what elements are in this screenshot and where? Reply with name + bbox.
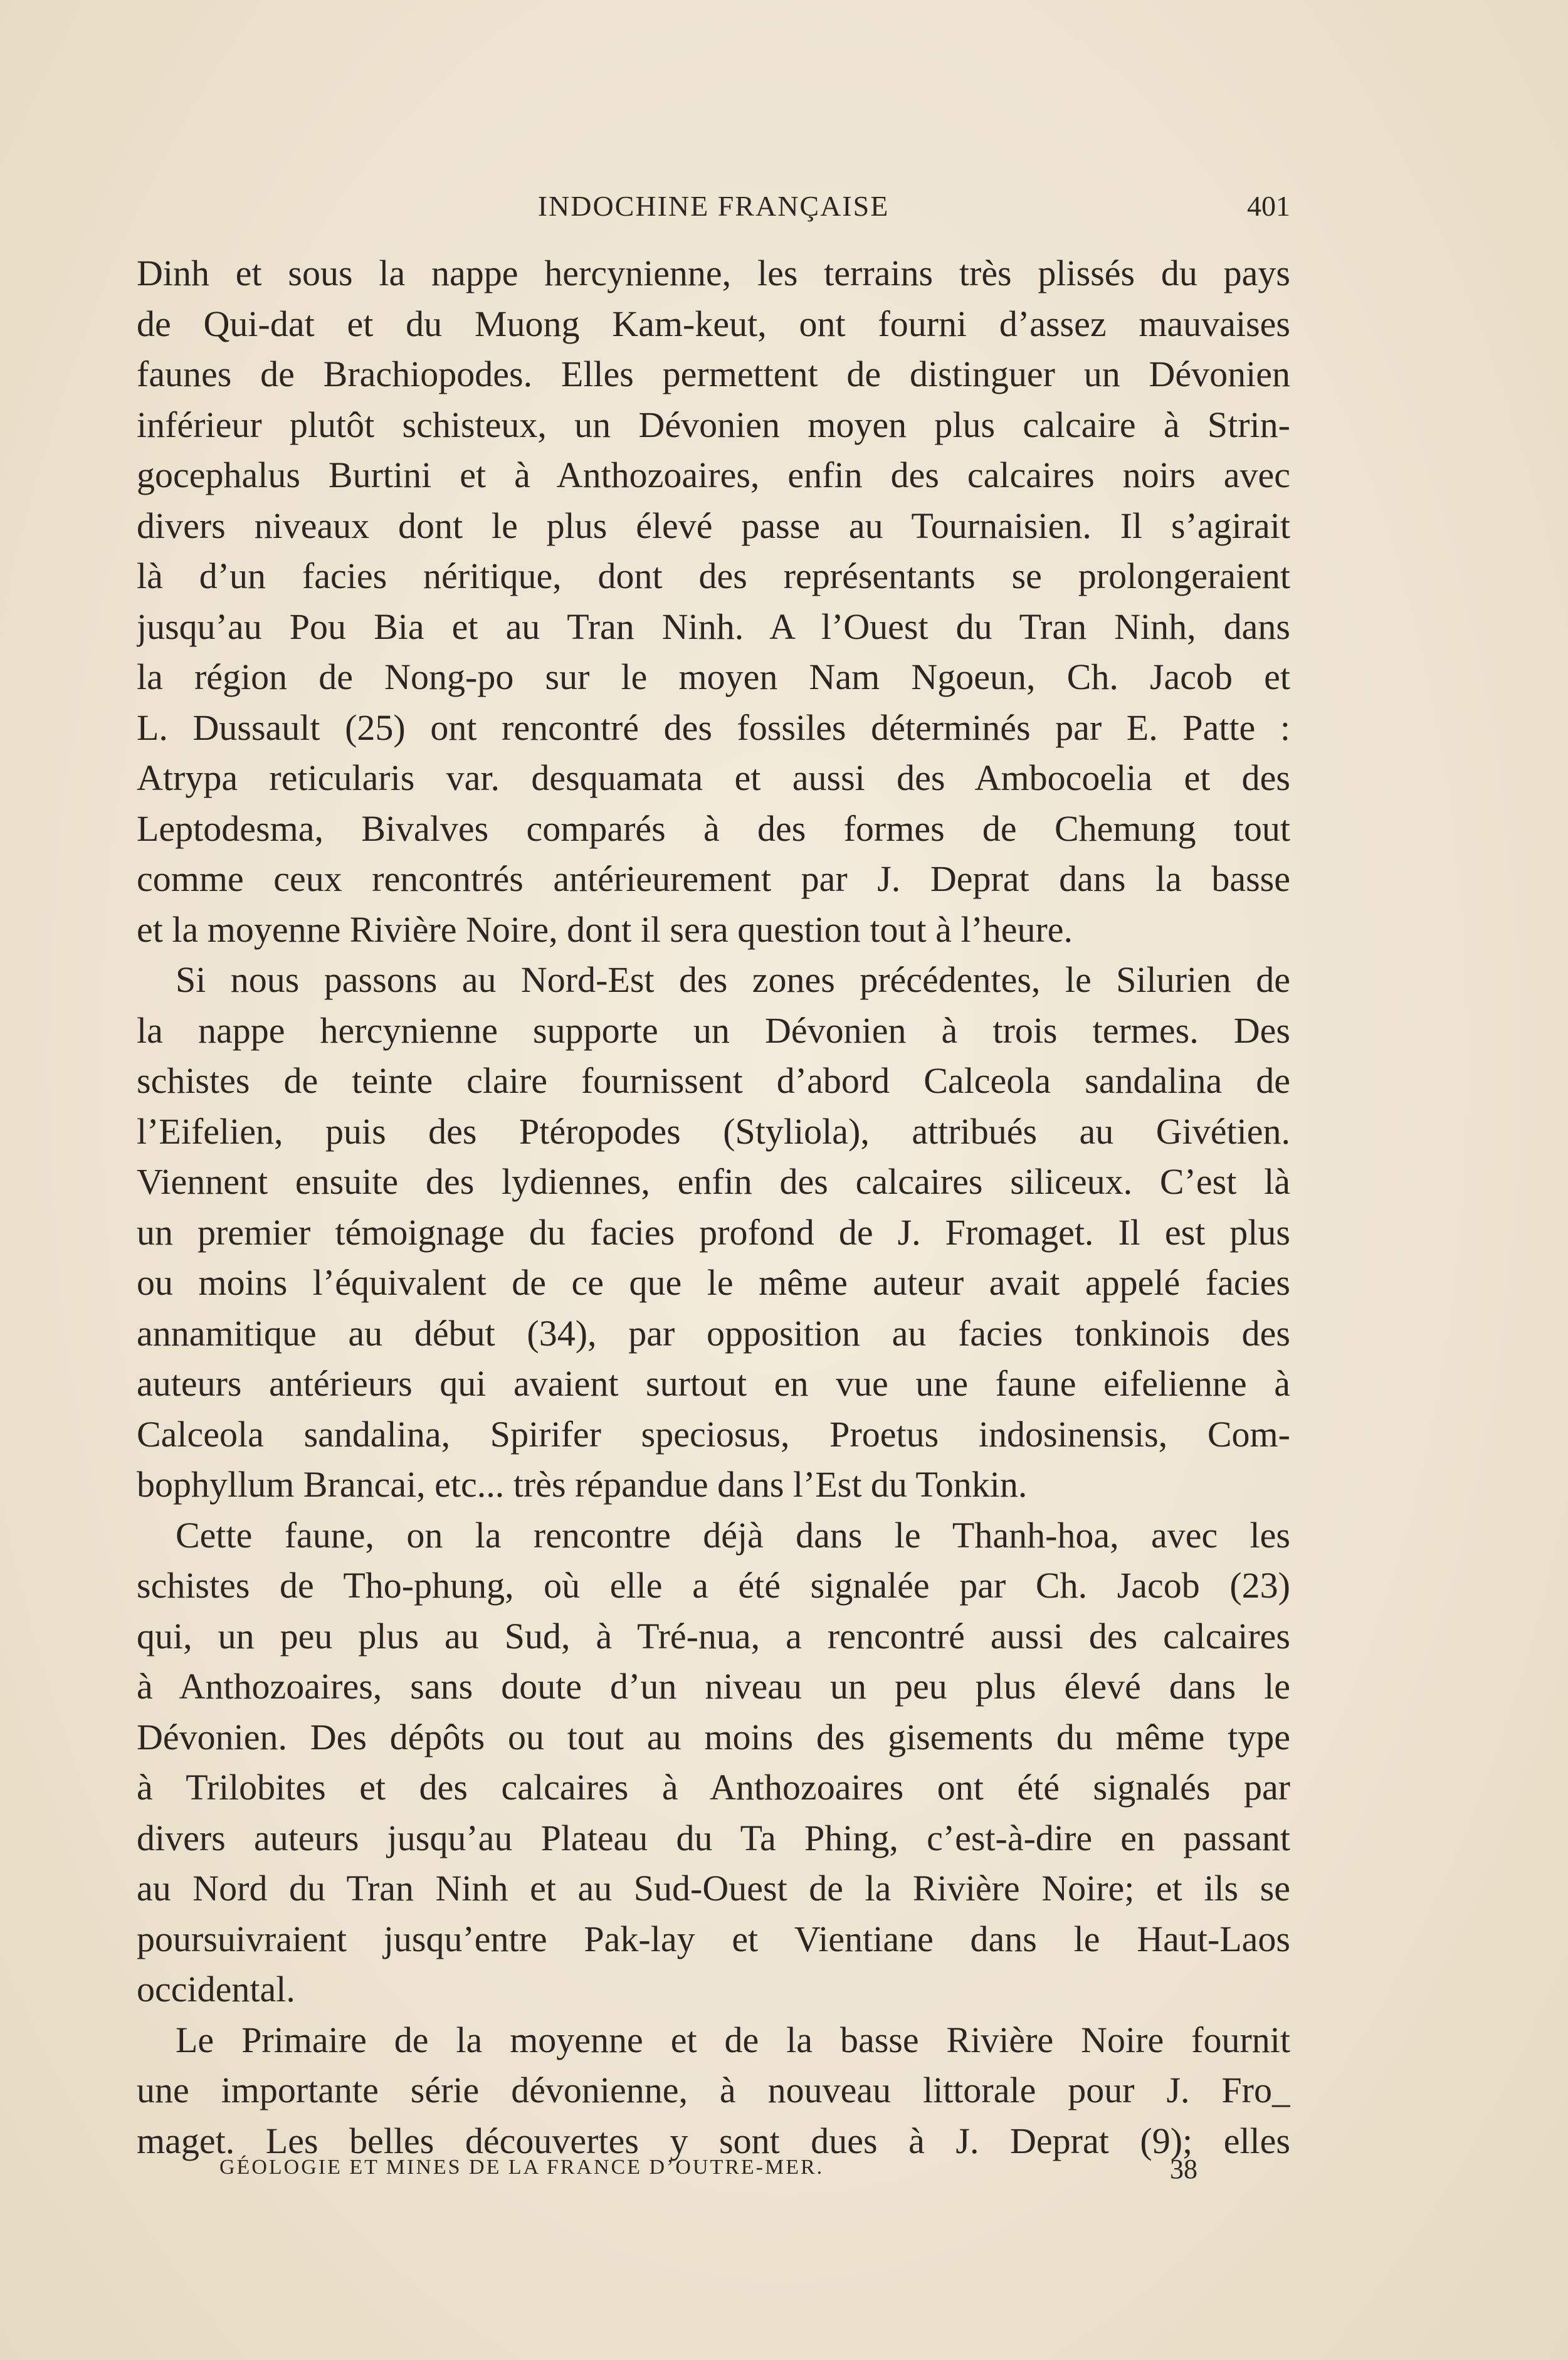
running-head-title: INDOCHINE FRANÇAISE [537,190,890,222]
text-line: faunes de Brachiopodes. Elles permettent de distinguer un Dévonien [137,354,1290,394]
text-line: occidental. [137,1969,295,2010]
text-line: jusqu’au Pou Bia et au Tran Ninh. A l’Ouest du Tran Ninh, dans [137,606,1290,647]
text-line: Atrypa reticularis var. desquamata et aussi des Ambocoelia et des [137,757,1290,798]
text-line: schistes de Tho-phung, où elle a été signalée par Ch. Jacob (23) [137,1565,1290,1606]
text-line: qui, un peu plus au Sud, à Tré-nua, a rencontré aussi des calcaires [137,1615,1290,1657]
text-line: Le Primaire de la moyenne et de la basse Rivière Noire fournit [176,2019,1290,2060]
text-line: inférieur plutôt schisteux, un Dévonien moyen plus calcaire à Strin- [137,404,1290,445]
text-line: maget. Les belles découvertes y sont dues à J. Deprat (9); elles [137,2120,1290,2161]
text-line: Calceola sandalina, Spirifer speciosus, Proetus indosinensis, Com- [137,1413,1290,1455]
text-line: bophyllum Brancai, etc... très répandue dans l’Est du Tonkin. [137,1464,1028,1505]
text-line: comme ceux rencontrés antérieurement par J. Deprat dans la basse [137,858,1290,899]
text-line: un premier témoignage du facies profond de J. Fromaget. Il est plus [137,1211,1290,1253]
text-line: à Trilobites et des calcaires à Anthozoaires ont été signalés par [137,1767,1290,1808]
text-line: de Qui-dat et du Muong Kam-keut, ont fourni d’assez mauvaises [137,303,1290,344]
body-text [137,248,1290,2166]
text-line: schistes de teinte claire fournissent d’abord Calceola sandalina de [137,1060,1290,1101]
text-line: Dinh et sous la nappe hercynienne, les terrains très plissés du pays [137,253,1290,293]
text-line: Si nous passons au Nord-Est des zones précédentes, le Silurien de [176,959,1290,1000]
text-line: ou moins l’équivalent de ce que le même auteur avait appelé facies [137,1262,1290,1303]
text-line: auteurs antérieurs qui avaient surtout en vue une faune eifelienne à [137,1363,1290,1404]
page-footer [219,2156,1197,2193]
text-line: Dévonien. Des dépôts ou tout au moins des gisements du même type [137,1716,1290,1757]
text-line: et la moyenne Rivière Noire, dont il sera question tout à l’heure. [137,909,1073,950]
running-head [137,187,1290,231]
page-number: 401 [1247,190,1290,222]
footer-title: GÉOLOGIE ET MINES DE LA FRANCE D’OUTRE-MER. [219,2156,824,2179]
text-line: poursuivraient jusqu’entre Pak-lay et Vientiane dans le Haut-Laos [137,1918,1290,1959]
text-line: L. Dussault (25) ont rencontré des fossiles déterminés par E. Patte : [137,707,1290,748]
text-line: Viennent ensuite des lydiennes, enfin des calcaires siliceux. C’est là [137,1161,1290,1202]
text-line: la région de Nong-po sur le moyen Nam Ngoeun, Ch. Jacob et [137,656,1290,697]
text-line: gocephalus Burtini et à Anthozoaires, enfin des calcaires noirs avec [137,455,1290,495]
text-line: Cette faune, on la rencontre déjà dans le Thanh-hoa, avec les [176,1514,1290,1556]
text-line: divers niveaux dont le plus élevé passe au Tournaisien. Il s’agirait [137,505,1290,546]
text-line: une importante série dévonienne, à nouveau littorale pour J. Fro_ [137,2070,1290,2110]
signature-number: 38 [1170,2154,1197,2184]
text-line: au Nord du Tran Ninh et au Sud-Ouest de la Rivière Noire; et ils se [137,1868,1290,1909]
text-line: à Anthozoaires, sans doute d’un niveau un peu plus élevé dans le [137,1666,1290,1707]
text-line: là d’un facies néritique, dont des représentants se prolongeraient [137,556,1290,596]
text-line: divers auteurs jusqu’au Plateau du Ta Phing, c’est-à-dire en passant [137,1817,1290,1858]
text-line: annamitique au début (34), par opposition au facies tonkinois des [137,1312,1290,1354]
text-line: la nappe hercynienne supporte un Dévonien à trois termes. Des [137,1009,1290,1051]
text-line: l’Eifelien, puis des Ptéropodes (Styliola), attribués au Givétien. [137,1110,1290,1152]
text-line: Leptodesma, Bivalves comparés à des formes de Chemung tout [137,808,1290,849]
